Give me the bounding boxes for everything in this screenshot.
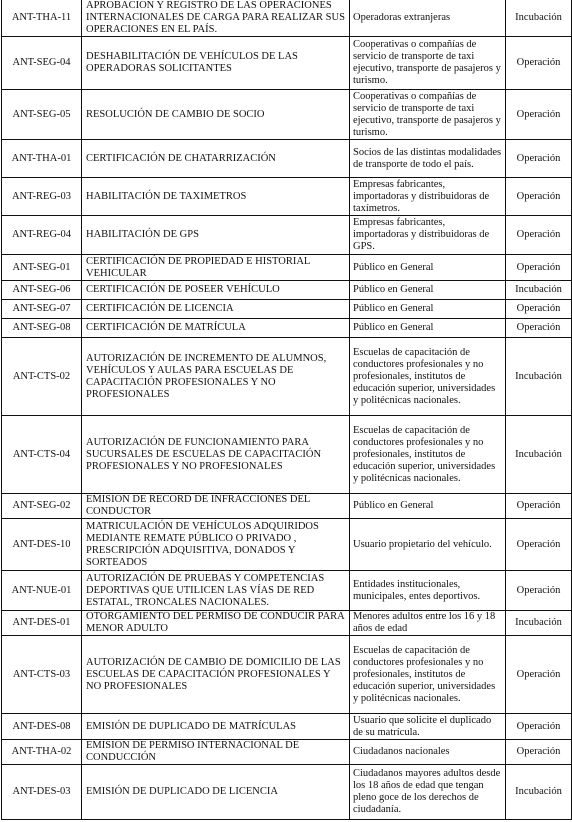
procedure-users: Ciudadanos nacionales xyxy=(350,740,506,765)
procedure-code: ANT-THA-02 xyxy=(2,740,82,765)
table-row xyxy=(2,319,572,338)
procedure-code: ANT-DES-01 xyxy=(2,611,82,636)
procedure-stage: Incubación xyxy=(506,281,572,300)
procedure-users: Empresas fabricantes, importadoras y distribuidoras de taxímetros. xyxy=(350,178,506,216)
procedure-name: DESHABILITACIÓN DE VEHÍCULOS DE LAS OPERADORAS SOLICITANTES xyxy=(82,37,350,90)
procedure-code: ANT-SEG-07 xyxy=(2,300,82,319)
procedure-users: Público en General xyxy=(350,319,506,338)
procedure-stage: Incubación xyxy=(506,611,572,636)
table-row xyxy=(2,255,572,281)
table-row xyxy=(2,37,572,90)
procedure-code: ANT-CTS-03 xyxy=(2,636,82,714)
procedure-code: ANT-SEG-02 xyxy=(2,494,82,519)
procedure-users: Público en General xyxy=(350,281,506,300)
table-row xyxy=(2,571,572,611)
procedure-code: ANT-THA-11 xyxy=(2,0,82,37)
procedure-stage: Operación xyxy=(506,140,572,178)
procedure-users: Socios de las distintas modalidades de transporte de todo el país. xyxy=(350,140,506,178)
table-row xyxy=(2,140,572,178)
table-row xyxy=(2,611,572,636)
procedure-code: ANT-REG-04 xyxy=(2,216,82,255)
table-row xyxy=(2,338,572,416)
table-row xyxy=(2,90,572,140)
procedure-name: EMISIÓN DE DUPLICADO DE LICENCIA xyxy=(82,765,350,820)
table-row xyxy=(2,519,572,571)
procedure-code: ANT-DES-03 xyxy=(2,765,82,820)
procedure-users: Escuelas de capacitación de conductores profesionales y no profesionales, institutos de educación superior, universidades y politécnicas nacionales. xyxy=(350,416,506,494)
procedure-code: ANT-SEG-01 xyxy=(2,255,82,281)
procedure-stage: Operación xyxy=(506,90,572,140)
procedure-stage: Incubación xyxy=(506,338,572,416)
procedure-stage: Operación xyxy=(506,519,572,571)
procedure-code: ANT-SEG-04 xyxy=(2,37,82,90)
table-row xyxy=(2,0,572,37)
procedure-code: ANT-THA-01 xyxy=(2,140,82,178)
procedure-name: EMISIÓN DE RECORD DE INFRACCIONES DEL CONDUCTOR xyxy=(82,494,350,519)
procedure-stage: Operación xyxy=(506,714,572,740)
procedure-users: Usuario que solicite el duplicado de su matrícula. xyxy=(350,714,506,740)
table-row xyxy=(2,178,572,216)
procedure-name: EMISIÓN DE DUPLICADO DE MATRÍCULAS xyxy=(82,714,350,740)
procedure-users: Entidades institucionales, municipales, entes deportivos. xyxy=(350,571,506,611)
procedure-code: ANT-NUE-01 xyxy=(2,571,82,611)
procedure-users: Escuelas de capacitación de conductores profesionales y no profesionales, institutos de educación superior, universidades y politécnicas nacionales. xyxy=(350,338,506,416)
procedure-code: ANT-SEG-06 xyxy=(2,281,82,300)
procedure-name: EMISIÓN DE PERMISO INTERNACIONAL DE CONDUCCIÓN xyxy=(82,740,350,765)
procedure-stage: Incubación xyxy=(506,416,572,494)
table-row xyxy=(2,740,572,765)
procedure-users: Cooperativas o compañías de servicio de transporte de taxi ejecutivo, transporte de pasajeros y turismo. xyxy=(350,90,506,140)
procedure-users: Operadoras extranjeras xyxy=(350,0,506,37)
procedure-name: OTORGAMIENTO DEL PERMISO DE CONDUCIR PARA MENOR ADULTO xyxy=(82,611,350,636)
procedure-users: Usuario propietario del vehículo. xyxy=(350,519,506,571)
procedure-code: ANT-REG-03 xyxy=(2,178,82,216)
procedure-name: CERTIFICACIÓN DE CHATARRIZACIÓN xyxy=(82,140,350,178)
procedure-code: ANT-DES-08 xyxy=(2,714,82,740)
procedure-code: ANT-DES-10 xyxy=(2,519,82,571)
procedure-code: ANT-SEG-08 xyxy=(2,319,82,338)
procedure-stage: Operación xyxy=(506,740,572,765)
procedure-stage: Incubación xyxy=(506,765,572,820)
table-row xyxy=(2,216,572,255)
procedure-users: Público en General xyxy=(350,300,506,319)
table-row xyxy=(2,494,572,519)
procedure-code: ANT-CTS-02 xyxy=(2,338,82,416)
procedure-name: AUTORIZACIÓN DE INCREMENTO DE ALUMNOS, VEHÍCULOS Y AULAS PARA ESCUELAS DE CAPACITACIÓN PROFESIONALES Y NO PROFESIONALES xyxy=(82,338,350,416)
procedure-stage: Operación xyxy=(506,37,572,90)
procedure-stage: Operación xyxy=(506,494,572,519)
procedure-name: AUTORIZACIÓN DE PRUEBAS Y COMPETENCIAS DEPORTIVAS QUE UTILICEN LAS VÍAS DE RED ESTATAL, TRONCALES NACIONALES. xyxy=(82,571,350,611)
procedure-users: Público en General xyxy=(350,255,506,281)
procedure-name: AUTORIZACIÓN DE FUNCIONAMIENTO PARA SUCURSALES DE ESCUELAS DE CAPACITACIÓN PROFESIONALES Y NO PROFESIONALES xyxy=(82,416,350,494)
table-row xyxy=(2,416,572,494)
procedure-users: Cooperativas o compañías de servicio de transporte de taxi ejecutivo, transporte de pasajeros y turismo. xyxy=(350,37,506,90)
procedure-users: Público en General xyxy=(350,494,506,519)
procedure-stage: Operación xyxy=(506,178,572,216)
procedure-name: MATRICULACIÓN DE VEHÍCULOS ADQUIRIDOS MEDIANTE REMATE PÚBLICO O PRIVADO , PRESCRIPCIÓN ADQUISITIVA, DONADOS Y SORTEADOS xyxy=(82,519,350,571)
procedure-users: Escuelas de capacitación de conductores profesionales y no profesionales, institutos de educación superior, universidades y politécnicas nacionales. xyxy=(350,636,506,714)
table-row xyxy=(2,765,572,820)
procedure-name: HABILITACIÓN DE GPS xyxy=(82,216,350,255)
procedure-name: CERTIFICACIÓN DE MATRÍCULA xyxy=(82,319,350,338)
procedure-users: Menores adultos entre los 16 y 18 años de edad xyxy=(350,611,506,636)
procedures-table xyxy=(1,0,572,820)
procedure-code: ANT-CTS-04 xyxy=(2,416,82,494)
procedure-stage: Operación xyxy=(506,319,572,338)
procedure-name: RESOLUCIÓN DE CAMBIO DE SOCIO xyxy=(82,90,350,140)
procedure-stage: Operación xyxy=(506,216,572,255)
procedure-name: APROBACIÓN Y REGISTRO DE LAS OPERACIONES INTERNACIONALES DE CARGA PARA REALIZAR SUS OPERACIONES EN EL PAÍS. xyxy=(82,0,350,37)
procedure-name: CERTIFICACIÓN DE POSEER VEHÍCULO xyxy=(82,281,350,300)
table-row xyxy=(2,300,572,319)
procedure-users: Ciudadanos mayores adultos desde los 18 años de edad que tengan pleno goce de los derechos de ciudadanía. xyxy=(350,765,506,820)
procedure-stage: Incubación xyxy=(506,0,572,37)
procedure-name: CERTIFICACIÓN DE PROPIEDAD E HISTORIAL VEHICULAR xyxy=(82,255,350,281)
procedure-stage: Operación xyxy=(506,300,572,319)
table-row xyxy=(2,714,572,740)
procedure-name: AUTORIZACIÓN DE CAMBIO DE DOMICILIO DE LAS ESCUELAS DE CAPACITACIÓN PROFESIONALES Y NO PROFESIONALES xyxy=(82,636,350,714)
procedure-name: HABILITACIÓN DE TAXIMETROS xyxy=(82,178,350,216)
procedure-name: CERTIFICACIÓN DE LICENCIA xyxy=(82,300,350,319)
procedure-stage: Operación xyxy=(506,255,572,281)
procedure-users: Empresas fabricantes, importadoras y distribuidoras de GPS. xyxy=(350,216,506,255)
table-row xyxy=(2,636,572,714)
procedure-code: ANT-SEG-05 xyxy=(2,90,82,140)
procedure-stage: Operación xyxy=(506,636,572,714)
procedure-stage: Operación xyxy=(506,571,572,611)
table-row xyxy=(2,281,572,300)
